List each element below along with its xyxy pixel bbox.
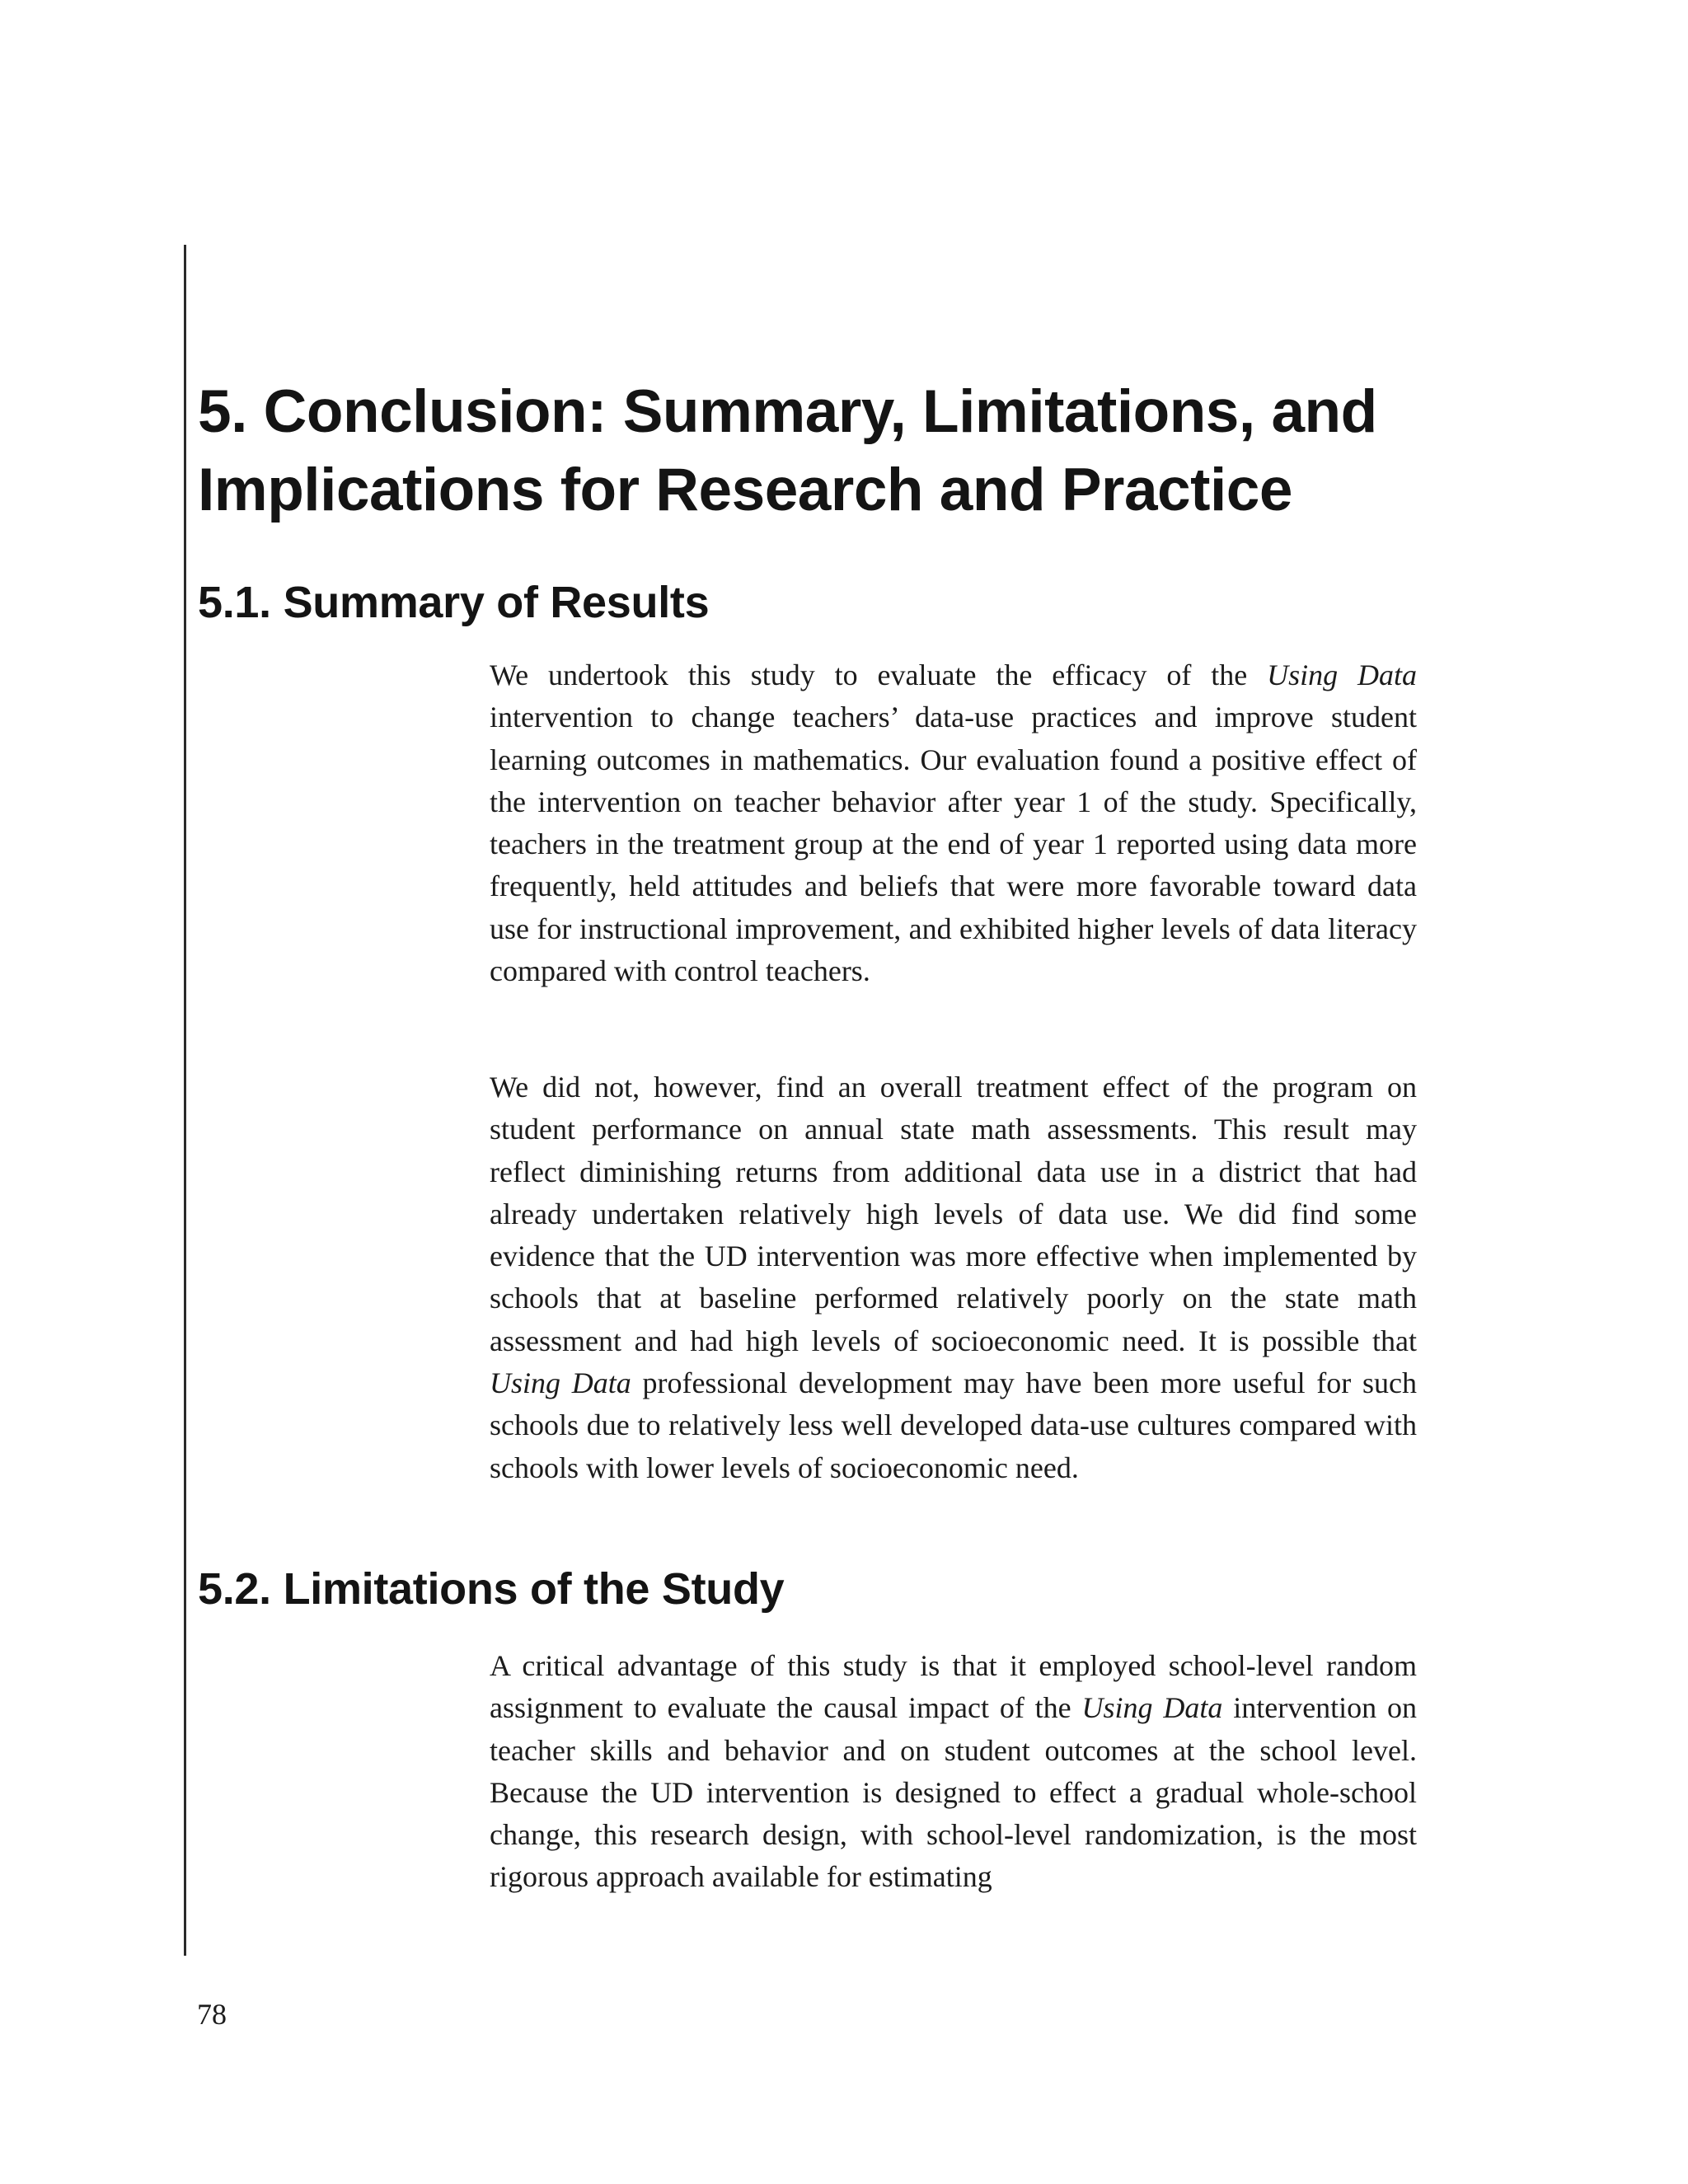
- paragraph-italic-term: Using Data: [1267, 658, 1417, 691]
- section-heading-limitations: 5.2. Limitations of the Study: [198, 1564, 785, 1614]
- paragraph-text: intervention to change teachers’ data-use practices and improve student learning outcomes in mathematics. Our evaluation found a positive effect of the intervention on teacher behavior after year 1 of the study. Specifically, teachers in the treatment group at the end of year 1 reported using data more frequently, held attitudes and beliefs that were more favorable toward data use for instructional improvement, and exhibited higher levels of data literacy compared with control teachers.: [490, 701, 1417, 988]
- chapter-title-line-2: Implications for Research and Practice: [198, 457, 1292, 523]
- paragraph-italic-term: Using Data: [490, 1366, 631, 1400]
- paragraph-text: intervention on teacher skills and behavior and on student outcomes at the school level. Because the UD intervention is designed to effect a gradual whole-school change, this research design, with school-level randomization, is the most rigorous approach available for estimating: [490, 1691, 1418, 1894]
- chapter-title: [198, 373, 1484, 529]
- paragraph-text: We undertook this study to evaluate the efficacy of the: [490, 658, 1268, 691]
- paragraph-italic-term: Using Data: [1081, 1691, 1223, 1725]
- section-heading-summary-of-results: 5.1. Summary of Results: [198, 578, 710, 627]
- limitations-paragraph-1: [490, 1645, 1417, 1899]
- paragraph-text: professional development may have been more useful for such schools due to relatively less well developed data-use cultures compared with schools with lower levels of socioeconomic need.: [490, 1366, 1417, 1484]
- paragraph-text: We did not, however, find an overall treatment effect of the program on student performance on annual state math assessments. This result may reflect diminishing returns from additional data use in a district that had already undertaken relatively high levels of data use. We did find some evidence that the UD intervention was more effective when implemented by schools that at baseline performed relatively poorly on the state math assessment and had high levels of socioeconomic need. It is possible that: [490, 1071, 1417, 1357]
- page-number: 78: [197, 1998, 227, 2031]
- paragraph-text: A critical advantage of this study is that it employed school-level random assignment to evaluate the causal impact of the: [490, 1649, 1417, 1725]
- margin-rule: [184, 245, 186, 1956]
- chapter-title-line-1: 5. Conclusion: Summary, Limitations, and: [198, 378, 1377, 445]
- summary-paragraph-1: [490, 654, 1417, 992]
- summary-paragraph-2: [490, 1066, 1417, 1489]
